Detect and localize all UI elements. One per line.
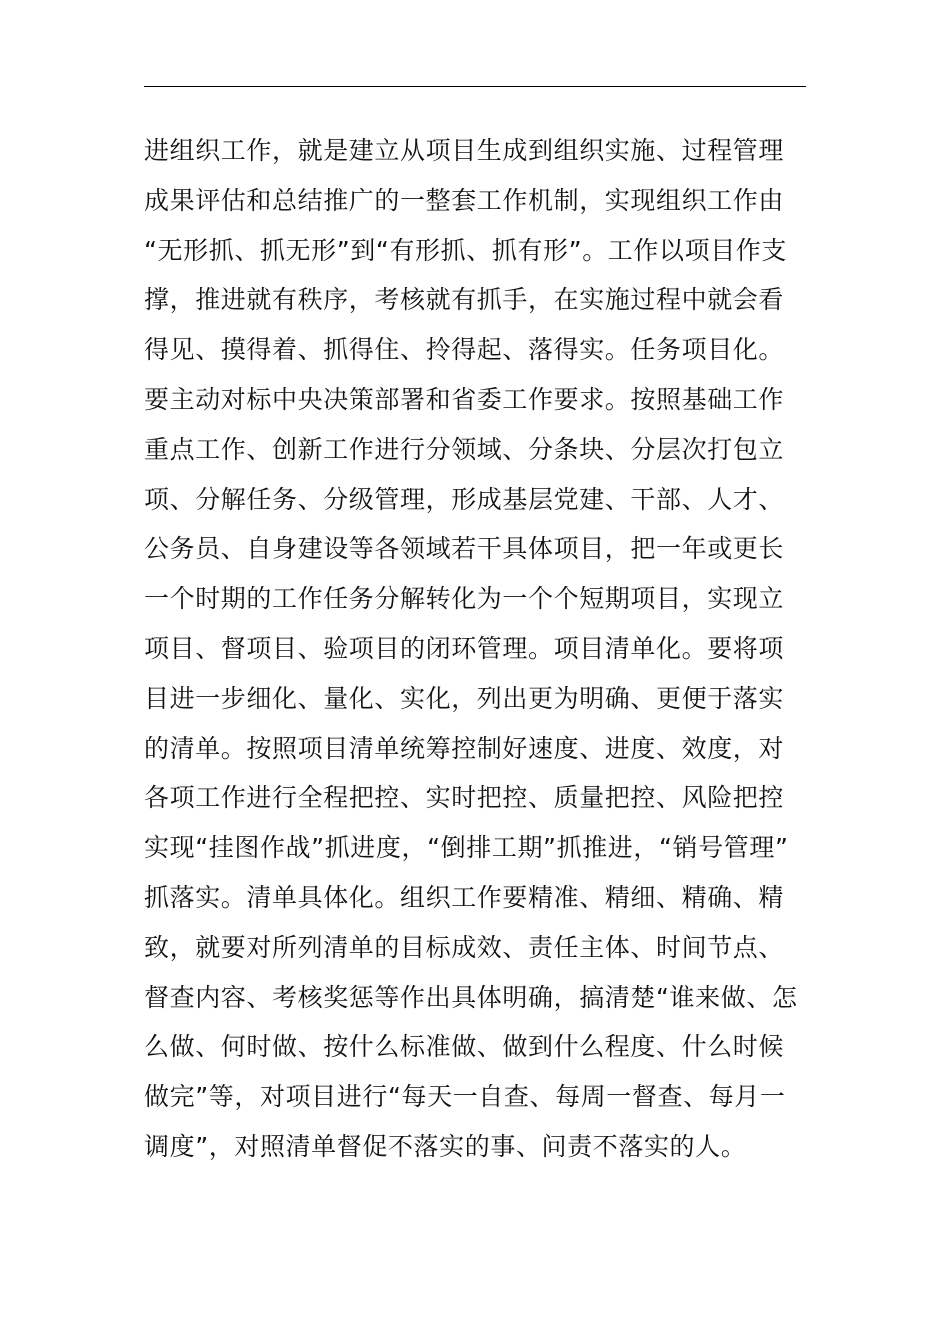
text-line: 做完”等，对项目进行“每天一自查、每周一督查、每月一	[144, 1082, 786, 1112]
body-paragraph	[144, 126, 814, 1172]
text-line: 重点工作、创新工作进行分领域、分条块、分层次打包立	[144, 434, 785, 464]
text-line: 撑，推进就有秩序，考核就有抓手，在实施过程中就会看	[144, 285, 785, 315]
text-line: 实现“挂图作战”抓进度，“倒排工期”抓推进，“销号管理”	[144, 833, 789, 863]
text-line: 项目、督项目、验项目的闭环管理。项目清单化。要将项	[144, 633, 785, 663]
text-line: 一个时期的工作任务分解转化为一个个短期项目，实现立	[144, 584, 785, 614]
text-line: 得见、摸得着、抓得住、拎得起、落得实。任务项目化。	[144, 335, 785, 365]
text-line: 么做、何时做、按什么标准做、做到什么程度、什么时候	[144, 1032, 785, 1062]
text-line: 抓落实。清单具体化。组织工作要精准、精细、精确、精	[144, 882, 785, 912]
text-line: 要主动对标中央决策部署和省委工作要求。按照基础工作	[144, 384, 785, 414]
text-line: 调度”，对照清单督促不落实的事、问责不落实的人。	[144, 1131, 747, 1161]
text-line: 进组织工作，就是建立从项目生成到组织实施、过程管理	[144, 136, 785, 165]
text-line: 公务员、自身建设等各领域若干具体项目，把一年或更长	[144, 534, 785, 564]
text-line: 成果评估和总结推广的一整套工作机制，实现组织工作由	[144, 185, 785, 215]
header-rule	[144, 86, 806, 87]
text-line: 致，就要对所列清单的目标成效、责任主体、时间节点、	[144, 932, 785, 962]
text-line: 的清单。按照项目清单统筹控制好速度、进度、效度，对	[144, 733, 785, 763]
text-line: “无形抓、抓无形”到“有形抓、抓有形”。工作以项目作支	[144, 235, 788, 265]
text-line: 项、分解任务、分级管理，形成基层党建、干部、人才、	[144, 484, 785, 514]
text-line: 各项工作进行全程把控、实时把控、质量把控、风险把控	[144, 783, 785, 813]
text-line: 目进一步细化、量化、实化，列出更为明确、更便于落实	[144, 683, 785, 713]
text-line: 督查内容、考核奖惩等作出具体明确，搞清楚“谁来做、怎	[144, 982, 798, 1012]
